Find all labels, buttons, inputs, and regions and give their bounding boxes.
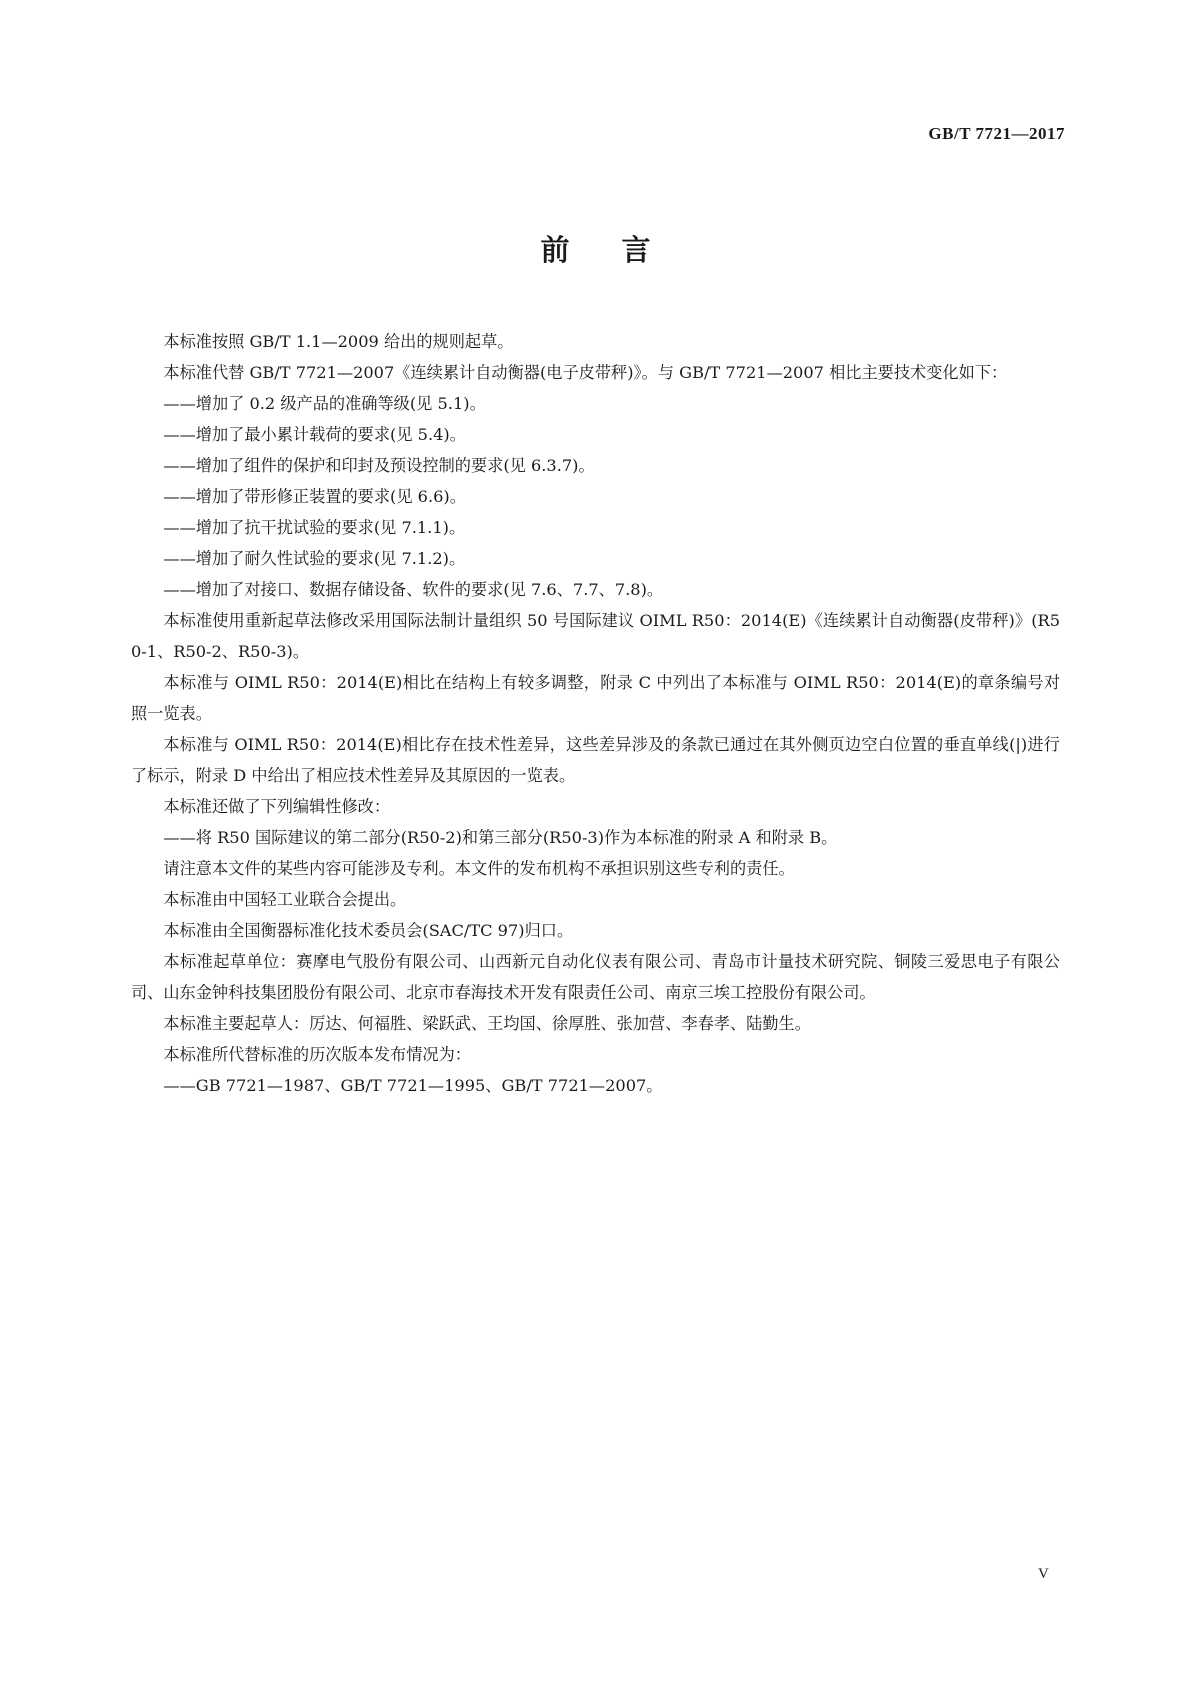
paragraph-committee: 本标准由全国衡器标准化技术委员会(SAC/TC 97)归口。 (163, 921, 574, 940)
paragraph-history: 本标准所代替标准的历次版本发布情况为： (163, 1045, 471, 1064)
change-item: ——增加了带形修正装置的要求(见 6.6)。 (163, 487, 466, 506)
history-item: ——GB 7721—1987、GB/T 7721—1995、GB/T 7721—2007。 (163, 1076, 663, 1095)
editorial-item: ——将 R50 国际建议的第二部分(R50-2)和第三部分(R50-3)作为本标准的附录 A 和附录 B。 (163, 828, 838, 847)
paragraph-patent-notice: 请注意本文件的某些内容可能涉及专利。本文件的发布机构不承担识别这些专利的责任。 (163, 859, 795, 878)
change-item: ——增加了抗干扰试验的要求(见 7.1.1)。 (163, 518, 466, 537)
paragraph-technical-differences: 本标准与 OIML R50：2014(E)相比存在技术性差异，这些差异涉及的条款已通过在其外侧页边空白位置的垂直单线(|)进行了标示，附录 D 中给出了相应技术性差异及其原因的一览表。 (131, 735, 1060, 785)
page-number: V (1038, 1566, 1049, 1582)
paragraph-replacement: 本标准代替 GB/T 7721—2007《连续累计自动衡器(电子皮带秤)》。与 GB/T 7721—2007 相比主要技术变化如下： (163, 363, 1008, 382)
paragraph-drafters: 本标准主要起草人：厉达、何福胜、梁跃武、王均国、徐厚胜、张加营、李春孝、陆勤生。 (163, 1014, 811, 1033)
change-item: ——增加了对接口、数据存储设备、软件的要求(见 7.6、7.7、7.8)。 (163, 580, 664, 599)
paragraph-drafting-rules: 本标准按照 GB/T 1.1—2009 给出的规则起草。 (163, 332, 514, 351)
paragraph-drafting-units: 本标准起草单位：赛摩电气股份有限公司、山西新元自动化仪表有限公司、青岛市计量技术研究院、铜陵三爱思电子有限公司、山东金钟科技集团股份有限公司、北京市春海技术开发有限责任公司、南京三埃工控股份有限公司。 (131, 952, 1060, 1002)
page-title: 前言 (540, 233, 703, 267)
paragraph-structure: 本标准与 OIML R50：2014(E)相比在结构上有较多调整，附录 C 中列出了本标准与 OIML R50：2014(E)的章条编号对照一览表。 (131, 673, 1061, 723)
standard-code: GB/T 7721—2017 (928, 124, 1065, 143)
paragraph-proposer: 本标准由中国轻工业联合会提出。 (163, 890, 407, 909)
foreword-body (131, 326, 1060, 1101)
change-item: ——增加了 0.2 级产品的准确等级(见 5.1)。 (163, 394, 486, 413)
change-item: ——增加了耐久性试验的要求(见 7.1.2)。 (163, 549, 466, 568)
change-item: ——增加了组件的保护和印封及预设控制的要求(见 6.3.7)。 (163, 456, 595, 475)
paragraph-adoption: 本标准使用重新起草法修改采用国际法制计量组织 50 号国际建议 OIML R50：2014(E)《连续累计自动衡器(皮带秤)》(R50-1、R50-2、R50-3)。 (131, 611, 1060, 661)
change-item: ——增加了最小累计载荷的要求(见 5.4)。 (163, 425, 466, 444)
paragraph-editorial: 本标准还做了下列编辑性修改： (163, 797, 391, 816)
